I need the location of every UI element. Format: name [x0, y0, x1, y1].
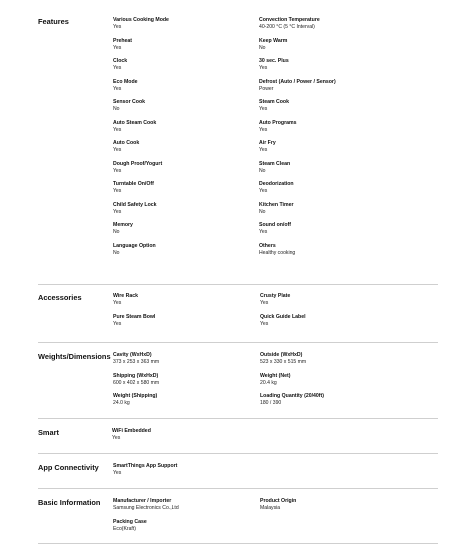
- section-divider: [38, 284, 438, 285]
- spec-label: Loading Quantity (20/40ft): [260, 393, 324, 399]
- spec-value: Yes: [113, 300, 122, 306]
- spec-item-various-cooking-mode: [113, 17, 253, 31]
- spec-item-quick-guide-label: [260, 314, 400, 328]
- spec-item-preheat: [113, 38, 253, 52]
- spec-label: Others: [259, 242, 276, 249]
- spec-value: Healthy cooking: [259, 249, 296, 256]
- spec-item-child-safety-lock: [113, 202, 253, 216]
- spec-item-auto-programs: [259, 120, 399, 134]
- spec-label: Steam Clean: [259, 160, 291, 167]
- section-divider: [38, 342, 438, 343]
- spec-value: Yes: [113, 126, 122, 133]
- spec-label: Packing Case: [113, 518, 147, 525]
- spec-item-auto-cook: [113, 140, 253, 154]
- spec-label: Shipping (WxHxD): [113, 372, 159, 379]
- spec-item-deodorization: [259, 181, 399, 195]
- spec-label: SmartThings App Support: [113, 463, 178, 469]
- spec-label: Manufacturer / Importer: [113, 498, 172, 504]
- spec-label: Clock: [113, 58, 128, 64]
- spec-item-dough-proof-yogurt: [113, 161, 253, 175]
- spec-label: Steam Cook: [259, 99, 289, 105]
- spec-item-shipping-wxhxd: [113, 373, 253, 387]
- spec-label: Memory: [113, 222, 133, 228]
- spec-value: Yes: [113, 85, 122, 92]
- spec-item-keep-warm: [259, 38, 399, 52]
- section-divider: [38, 418, 438, 419]
- spec-value: No: [259, 208, 266, 215]
- spec-label: Convection Temperature: [259, 17, 320, 23]
- spec-value: 40-200 °C (5 °C Interval): [259, 24, 315, 30]
- spec-item-outside-wxhxd: [260, 352, 400, 366]
- spec-item-pure-steam-bowl: [113, 314, 253, 328]
- spec-item-loading-quantity-20-40ft: [260, 393, 400, 407]
- spec-label: Deodorization: [259, 181, 294, 187]
- spec-value: No: [113, 249, 120, 256]
- spec-label: Crusty Plate: [260, 293, 291, 299]
- section-title: Basic Information: [38, 498, 101, 507]
- spec-value: Yes: [260, 300, 269, 306]
- spec-item-wire-rack: [113, 293, 253, 307]
- section-title: Weights/Dimensions: [38, 352, 111, 361]
- spec-value: Malaysia: [260, 505, 281, 511]
- spec-value: Yes: [259, 147, 268, 153]
- spec-label: Various Cooking Mode: [113, 17, 169, 23]
- spec-value: Samsung Electronics Co.,Ltd: [113, 505, 179, 511]
- spec-label: Cavity (WxHxD): [113, 352, 152, 358]
- spec-item-language-option: [113, 243, 253, 257]
- spec-value: Yes: [113, 208, 122, 215]
- section-title: Features: [38, 17, 69, 26]
- spec-label: Keep Warm: [259, 37, 288, 44]
- spec-item-weight-shipping: [113, 393, 253, 407]
- spec-item-steam-cook: [259, 99, 399, 113]
- spec-label: Auto Cook: [113, 140, 140, 146]
- spec-value: 373 x 253 x 363 mm: [113, 359, 160, 365]
- spec-value: Yes: [113, 167, 122, 174]
- section-title: Smart: [38, 428, 59, 437]
- spec-value: Yes: [113, 470, 122, 476]
- spec-label: Pure Steam Bowl: [113, 313, 156, 320]
- spec-label: Weight (Net): [260, 372, 291, 379]
- spec-value: Yes: [259, 126, 268, 133]
- spec-value: Yes: [113, 188, 122, 194]
- spec-value: No: [259, 44, 266, 51]
- spec-item-weight-net: [260, 373, 400, 387]
- spec-value: Yes: [113, 147, 122, 153]
- spec-item-auto-steam-cook: [113, 120, 253, 134]
- spec-value: Yes: [113, 320, 122, 327]
- spec-item-sound-on-off: [259, 222, 399, 236]
- spec-label: Sound on/off: [259, 222, 291, 228]
- spec-value: Yes: [259, 106, 268, 112]
- spec-item-packing-case: [113, 519, 253, 533]
- spec-item-eco-mode: [113, 79, 253, 93]
- spec-value: Yes: [113, 65, 122, 71]
- spec-item-air-fry: [259, 140, 399, 154]
- spec-value: Yes: [113, 44, 122, 51]
- spec-label: Weight (Shipping): [113, 393, 158, 399]
- spec-item-steam-clean: [259, 161, 399, 175]
- spec-label: 30 sec. Plus: [259, 58, 289, 64]
- spec-label: Product Origin: [260, 498, 297, 504]
- spec-value: Yes: [259, 65, 268, 71]
- spec-value: Yes: [112, 435, 121, 441]
- spec-label: Outside (WxHxD): [260, 352, 303, 358]
- spec-label: Auto Steam Cook: [113, 119, 157, 126]
- spec-value: Yes: [113, 24, 122, 30]
- spec-label: Wire Rack: [113, 293, 139, 299]
- spec-item-wifi-embedded: [112, 428, 252, 442]
- section-divider: [38, 543, 438, 544]
- spec-label: Preheat: [113, 37, 133, 44]
- spec-label: Kitchen Timer: [259, 201, 294, 208]
- spec-label: Turntable On/Off: [113, 181, 154, 187]
- spec-item-sensor-cook: [113, 99, 253, 113]
- spec-label: Language Option: [113, 242, 156, 249]
- spec-value: No: [113, 106, 120, 112]
- spec-item-product-origin: [260, 498, 400, 512]
- spec-item-defrost-auto-power-sensor: [259, 79, 399, 93]
- spec-label: Defrost (Auto / Power / Sensor): [259, 78, 336, 85]
- spec-value: 600 x 402 x 580 mm: [113, 379, 160, 386]
- spec-value: 180 / 390: [260, 400, 282, 406]
- spec-value: 20.4 kg: [260, 379, 277, 386]
- spec-value: No: [259, 167, 266, 174]
- spec-label: WiFi Embedded: [112, 428, 151, 434]
- spec-value: 24.0 kg: [113, 400, 130, 406]
- spec-label: Child Safety Lock: [113, 201, 157, 208]
- spec-item-turntable-on-off: [113, 181, 253, 195]
- spec-item-manufacturer-importer: [113, 498, 253, 512]
- spec-item-memory: [113, 222, 253, 236]
- section-title: App Connectivity: [38, 463, 99, 472]
- spec-label: Sensor Cook: [113, 99, 145, 105]
- spec-item-clock: [113, 58, 253, 72]
- spec-item-cavity-wxhxd: [113, 352, 253, 366]
- spec-value: Yes: [259, 188, 268, 194]
- spec-label: Air Fry: [259, 140, 276, 146]
- spec-item-convection-temperature: [259, 17, 399, 31]
- spec-value: 523 x 330 x 515 mm: [260, 359, 307, 365]
- spec-value: Power: [259, 85, 274, 92]
- spec-value: Eco(Kraft): [113, 525, 136, 532]
- spec-item-kitchen-timer: [259, 202, 399, 216]
- spec-value: No: [113, 229, 120, 235]
- spec-item-smartthings-app-support: [113, 463, 253, 477]
- spec-value: Yes: [260, 320, 269, 327]
- spec-value: Yes: [259, 229, 268, 235]
- spec-label: Auto Programs: [259, 119, 297, 126]
- spec-label: Eco Mode: [113, 78, 138, 85]
- spec-item-others: [259, 243, 399, 257]
- spec-item-crusty-plate: [260, 293, 400, 307]
- spec-label: Dough Proof/Yogurt: [113, 160, 163, 167]
- section-divider: [38, 453, 438, 454]
- spec-label: Quick Guide Label: [260, 313, 306, 320]
- section-title: Accessories: [38, 293, 82, 302]
- section-divider: [38, 488, 438, 489]
- spec-item-30-sec-plus: [259, 58, 399, 72]
